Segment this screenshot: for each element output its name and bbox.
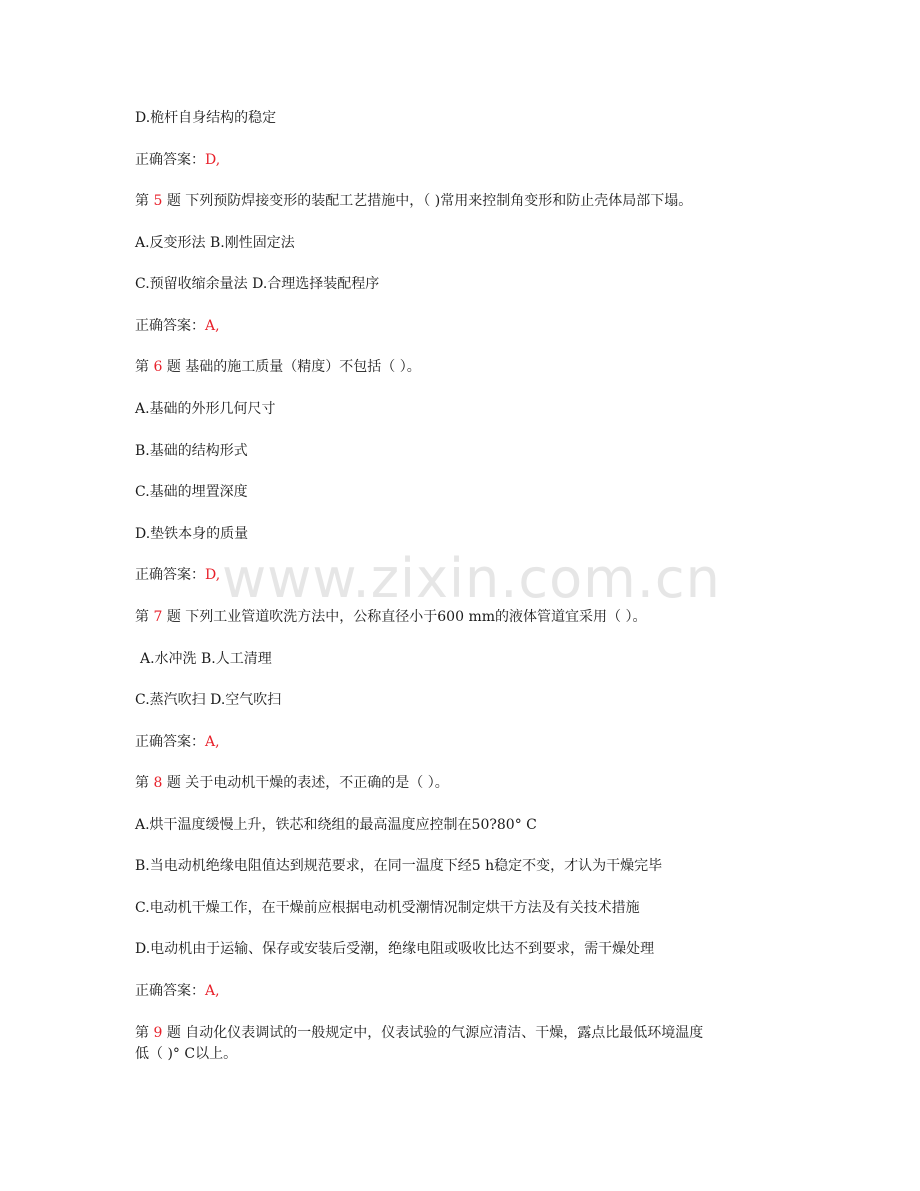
q5-answer-line (135, 317, 220, 335)
watermark: www.zixin.com.cn (222, 547, 721, 610)
q4-answer-line (135, 151, 220, 169)
q7-options-line1: A.水冲洗 B.人工清理 (140, 651, 272, 667)
q8-option-c: C.电动机干燥工作，在干燥前应根据电动机受潮情况制定烘干方法及有关技术措施 (135, 900, 640, 916)
q7-question (135, 608, 646, 626)
answer-label: 正确答案： (135, 567, 205, 583)
q8-text: 关于电动机干燥的表述，不正确的是（ ）。 (185, 775, 449, 791)
q4-option-d: D.桅杆自身结构的稳定 (135, 110, 277, 126)
q8-prefix: 第 (135, 775, 149, 791)
q9-text-line1: 自动化仪表调试的一般规定中，仪表试验的气源应清洁、干燥，露点比最低环境温度 (185, 1025, 704, 1041)
q8-option-d: D.电动机由于运输、保存或安装后受潮，绝缘电阻或吸收比达不到要求，需干燥处理 (135, 941, 655, 957)
q6-question (135, 358, 421, 376)
answer-label: 正确答案： (135, 152, 205, 168)
q5-question (135, 192, 692, 210)
q8-question (135, 774, 449, 792)
q7-suffix: 题 (166, 609, 181, 625)
q8-answer-line (135, 982, 220, 1000)
q7-prefix: 第 (135, 609, 149, 625)
q6-option-a: A.基础的外形几何尺寸 (135, 401, 276, 417)
q5-number: 5 (153, 193, 163, 209)
q7-answer-line (135, 733, 220, 751)
q5-answer: A, (205, 318, 220, 334)
q9-prefix: 第 (135, 1025, 149, 1041)
q8-option-a: A.烘干温度缓慢上升，铁芯和绕组的最高温度应控制在50?80° C (135, 817, 537, 833)
q4-answer: D, (205, 152, 221, 168)
q8-number: 8 (153, 775, 163, 791)
q5-suffix: 题 (166, 193, 181, 209)
q6-prefix: 第 (135, 359, 149, 375)
q8-answer: A, (205, 983, 220, 999)
q5-prefix: 第 (135, 193, 149, 209)
q9-suffix: 题 (166, 1025, 181, 1041)
q6-text: 基础的施工质量（精度）不包括（ ）。 (185, 359, 421, 375)
q6-option-d: D.垫铁本身的质量 (135, 526, 249, 542)
answer-label: 正确答案： (135, 734, 205, 750)
q6-option-c: C.基础的埋置深度 (135, 484, 248, 500)
q5-text: 下列预防焊接变形的装配工艺措施中，（ )常用来控制角变形和防止壳体局部下塌。 (185, 193, 693, 209)
q9-number: 9 (153, 1025, 163, 1041)
answer-label: 正确答案： (135, 983, 205, 999)
q7-answer: A, (205, 734, 220, 750)
q8-option-b: B.当电动机绝缘电阻值达到规范要求，在同一温度下经5 h稳定不变，才认为干燥完毕 (135, 858, 663, 874)
q6-answer: D, (205, 567, 221, 583)
q6-answer-line (135, 566, 220, 584)
q5-options-line1: A.反变形法 B.刚性固定法 (135, 235, 295, 251)
q9-text-line2: 低（ )° C以上。 (135, 1046, 238, 1062)
q8-suffix: 题 (166, 775, 181, 791)
q7-options-line2: C.蒸汽吹扫 D.空气吹扫 (135, 692, 282, 708)
q9-question (135, 1024, 703, 1042)
q5-options-line2: C.预留收缩余量法 D.合理选择装配程序 (135, 276, 380, 292)
q6-suffix: 题 (166, 359, 181, 375)
q6-option-b: B.基础的结构形式 (135, 443, 248, 459)
q7-text: 下列工业管道吹洗方法中，公称直径小于600 mm的液体管道宜采用（ ）。 (185, 609, 647, 625)
q7-number: 7 (153, 609, 163, 625)
answer-label: 正确答案： (135, 318, 205, 334)
q6-number: 6 (153, 359, 163, 375)
